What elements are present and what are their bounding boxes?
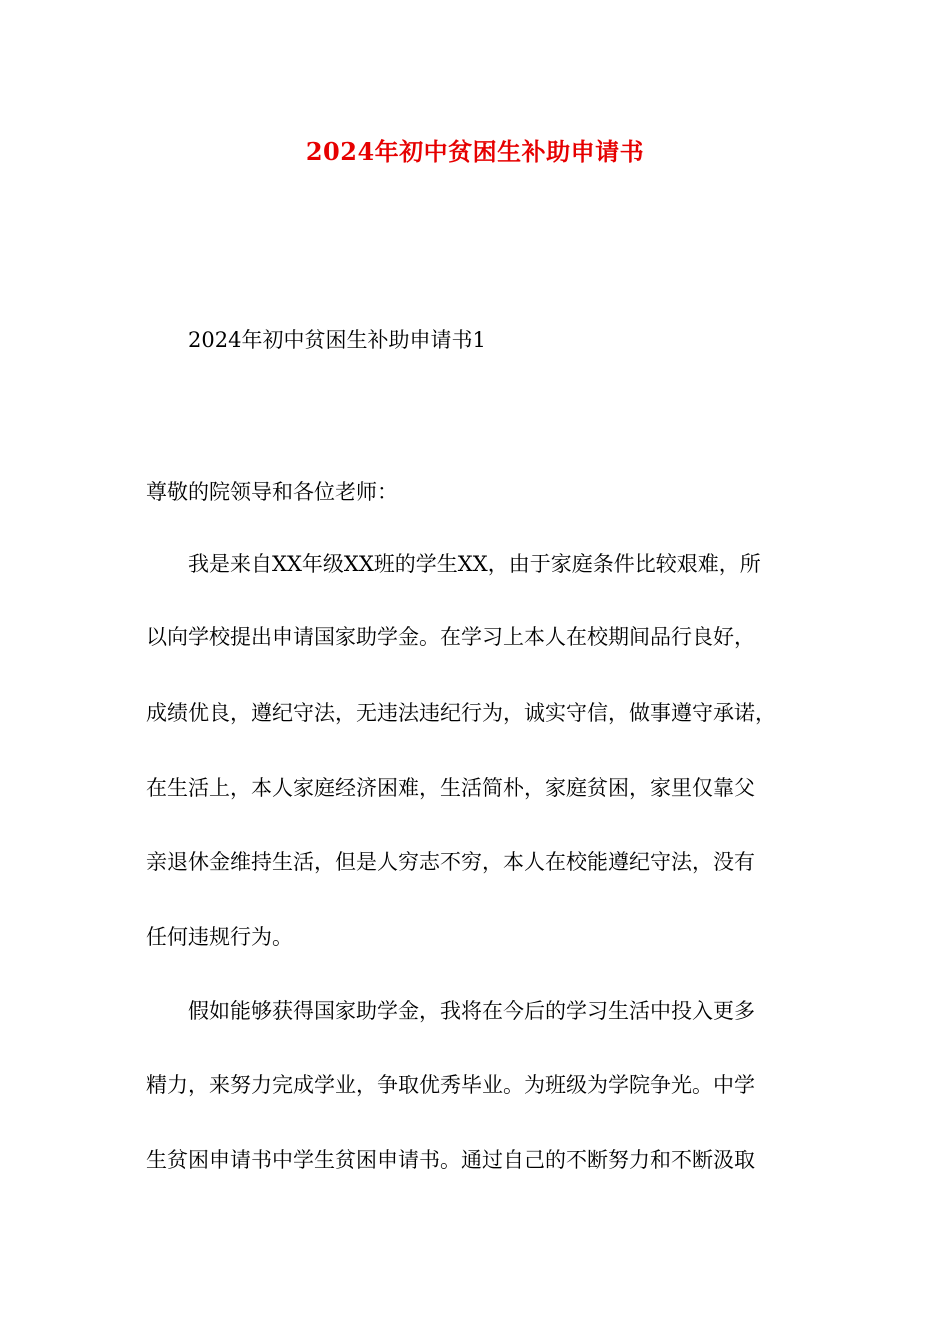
paragraph-line: 亲退休金维持生活，但是人穷志不穷，本人在校能遵纪守法，没有 [146,850,755,874]
document-title: 2024年初中贫困生补助申请书 [305,137,645,166]
paragraph-line: 精力，来努力完成学业，争取优秀毕业。为班级为学院争光。中学 [146,1073,755,1097]
paragraph-line: 生贫困申请书中学生贫困申请书。通过自己的不断努力和不断汲取 [146,1148,755,1172]
section-heading: 2024年初中贫困生补助申请书1 [188,328,486,352]
paragraph-line: 以向学校提出申请国家助学金。在学习上本人在校期间品行良好， [146,625,755,649]
paragraph-line: 我是来自XX年级XX班的学生XX，由于家庭条件比较艰难，所 [188,552,761,576]
paragraph-line: 任何违规行为。 [146,925,293,949]
paragraph-line: 成绩优良，遵纪守法，无违法违纪行为，诚实守信，做事遵守承诺， [146,701,776,725]
paragraph-line: 假如能够获得国家助学金，我将在今后的学习生活中投入更多 [188,999,755,1023]
salutation: 尊敬的院领导和各位老师： [146,480,398,504]
paragraph-line: 在生活上，本人家庭经济困难，生活简朴，家庭贫困，家里仅靠父 [146,776,755,800]
